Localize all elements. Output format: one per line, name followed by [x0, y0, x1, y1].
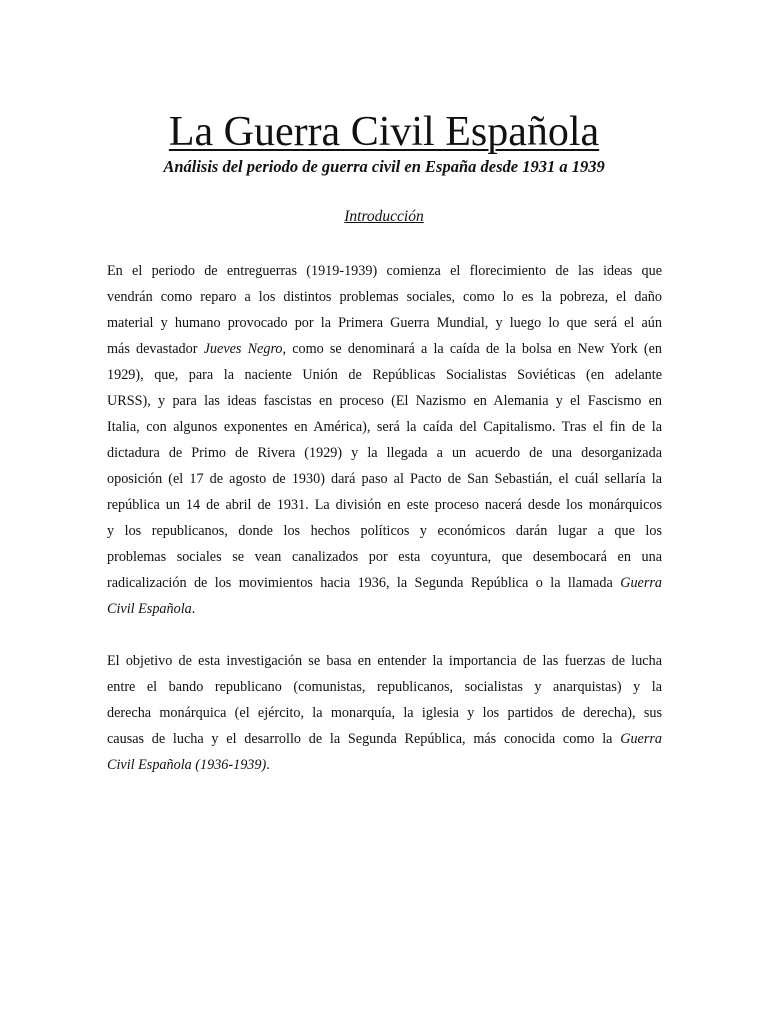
line-text: En el periodo de entreguerras (1919-1939) comienza el florecimiento de las ideas que	[107, 263, 662, 279]
italic-text: Civil Española	[107, 601, 192, 617]
paragraph-line	[107, 726, 662, 752]
line-text: 1929), que, para la naciente Unión de Repúblicas Socialistas Soviéticas (en adelante	[107, 367, 662, 383]
line-text: radicalización de los movimientos hacia 1936, la Segunda República o la llamada	[107, 575, 621, 591]
document-subtitle: Análisis del periodo de guerra civil en España desde 1931 a 1939	[163, 157, 605, 176]
line-text: vendrán como reparo a los distintos problemas sociales, como lo es la pobreza, el daño	[107, 289, 662, 305]
paragraph-line	[107, 752, 662, 778]
document-title: La Guerra Civil Española	[168, 109, 600, 155]
paragraph-2	[107, 648, 662, 778]
line-text: república un 14 de abril de 1931. La división en este proceso nacerá desde los monárquicos	[107, 497, 662, 513]
paragraph-line	[107, 492, 662, 518]
line-text: problemas sociales se vean canalizados por esta coyuntura, que desembocará en una	[107, 549, 662, 565]
paragraph-line	[107, 466, 662, 492]
paragraph-line	[107, 700, 662, 726]
italic-text: Civil Española (1936-1939)	[107, 757, 267, 773]
paragraph-line	[107, 336, 662, 362]
line-text: oposición (el 17 de agosto de 1930) dará paso al Pacto de San Sebastián, el cuál sellaría la	[107, 471, 662, 487]
italic-text: Guerra	[620, 575, 662, 591]
line-text: causas de lucha y el desarrollo de la Segunda República, más conocida como la	[107, 731, 621, 747]
paragraph-line	[107, 310, 662, 336]
line-text: y los republicanos, donde los hechos políticos y económicos darán lugar a que los	[107, 523, 662, 539]
line-text: Italia, con algunos exponentes en América), será la caída del Capitalismo. Tras el fin de la	[107, 419, 662, 435]
italic-text: Guerra	[620, 731, 662, 747]
paragraph-line	[107, 258, 662, 284]
paragraph-line	[107, 518, 662, 544]
line-text: entre el bando republicano (comunistas, republicanos, socialistas y anarquistas) y la	[107, 679, 662, 695]
paragraph-line	[107, 596, 662, 622]
line-text: , como se denominará a la caída de la bolsa en New York (en	[282, 341, 662, 357]
paragraph-line	[107, 544, 662, 570]
line-text: URSS), y para las ideas fascistas en proceso (El Nazismo en Alemania y el Fascismo en	[107, 393, 662, 409]
line-text: dictadura de Primo de Rivera (1929) y la llegada a un acuerdo de una desorganizada	[107, 445, 662, 461]
paragraph-line	[107, 414, 662, 440]
line-text: .	[266, 757, 270, 773]
italic-text: Jueves Negro	[203, 341, 283, 357]
line-text: material y humano provocado por la Primera Guerra Mundial, y luego lo que será el aún	[107, 315, 662, 331]
line-text: .	[191, 601, 196, 617]
paragraph-line	[107, 362, 662, 388]
paragraph-line	[107, 648, 662, 674]
line-text: más devastador	[107, 341, 204, 357]
paragraph-line	[107, 388, 662, 414]
paragraph-line	[107, 674, 662, 700]
paragraph-line	[107, 440, 662, 466]
section-heading-introduccion: Introducción	[344, 208, 424, 225]
paragraph-line	[107, 570, 662, 596]
paragraph-1	[107, 258, 662, 622]
line-text: derecha monárquica (el ejército, la monarquía, la iglesia y los partidos de derecha), sus	[107, 705, 662, 721]
line-text: El objetivo de esta investigación se basa en entender la importancia de las fuerzas de lucha	[107, 653, 662, 669]
paragraph-line	[107, 284, 662, 310]
